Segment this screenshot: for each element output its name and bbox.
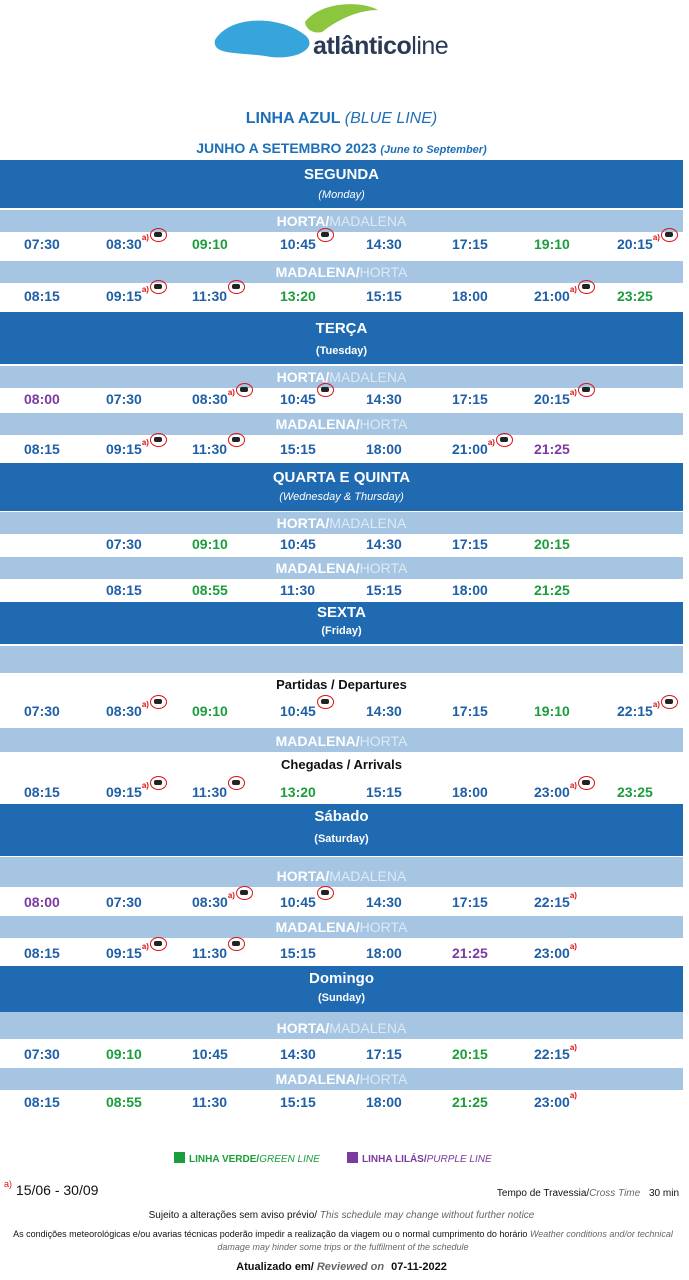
- car-ferry-icon: [317, 228, 334, 242]
- departure-time: 09:15$^{a)}$: [106, 784, 167, 800]
- departure-time: 22:15$^{a)}$: [534, 891, 577, 910]
- legend-purple-line: LINHA LILÁS/PURPLE LINE: [347, 1152, 492, 1165]
- day-header-tuesday: TERÇA (Tuesday): [0, 312, 683, 364]
- departure-time: 09:10: [192, 236, 228, 252]
- departure-time: 11:30: [192, 1094, 228, 1110]
- departure-time: 09:10: [192, 703, 228, 719]
- car-ferry-icon: [578, 383, 595, 397]
- departure-time: 08:15: [24, 441, 60, 457]
- note-a-marker: a): [141, 942, 149, 951]
- car-ferry-icon: [496, 433, 513, 447]
- departure-time: 08:30$^{a)}$: [106, 703, 167, 719]
- car-ferry-icon: [317, 695, 334, 709]
- departure-time: 20:15$^{a)}$: [534, 391, 595, 407]
- departure-time: 10:45: [280, 536, 316, 552]
- departure-time: 10:45: [280, 894, 334, 910]
- times-row: [0, 700, 689, 729]
- departure-time: 07:30: [106, 894, 142, 910]
- departure-time: 20:15$^{a)}$: [617, 236, 678, 252]
- updated-date: Atualizado em/ Reviewed on 07-11-2022: [236, 1261, 447, 1273]
- note-a-marker: a): [227, 891, 235, 900]
- departure-time: 15:15: [280, 441, 316, 457]
- departure-time: 09:15$^{a)}$: [106, 288, 167, 304]
- blank-band: [0, 646, 683, 673]
- note-a-marker: a): [141, 438, 149, 447]
- departure-time: 21:25: [452, 1094, 488, 1110]
- note-a-marker: a): [569, 1091, 577, 1100]
- note-validity: $^{a)}$ 15/06 - 30/09: [4, 1179, 99, 1198]
- departure-time: 11:30: [192, 441, 245, 457]
- car-ferry-icon: [150, 776, 167, 790]
- departure-time: 23:00$^{a)}$: [534, 1091, 577, 1110]
- note-a-marker: a): [141, 285, 149, 294]
- departure-time: 15:15: [366, 288, 402, 304]
- departure-time: 14:30: [280, 1046, 316, 1062]
- car-ferry-icon: [150, 937, 167, 951]
- note-a-marker: a): [569, 781, 577, 790]
- departure-time: 07:30: [106, 536, 142, 552]
- departure-time: 15:15: [280, 1094, 316, 1110]
- departure-time: 15:15: [366, 784, 402, 800]
- weather-notice: As condições meteorológicas e/ou avarias técnicas poderão impedir a realização da viagem ou o normal cumprimento do horário Weather conditions and/or technical damage may hinder some trips or the fulfilment of the schedule: [13, 1229, 673, 1252]
- departure-time: 21:25: [534, 441, 570, 457]
- departure-time: 10:45: [192, 1046, 228, 1062]
- departure-time: 21:25: [452, 945, 488, 961]
- departure-time: 09:10: [192, 536, 228, 552]
- departure-time: 08:55: [192, 582, 228, 598]
- day-header-wed-thu: QUARTA E QUINTA (Wednesday & Thursday): [0, 463, 683, 511]
- day-header-sunday: Domingo (Sunday): [0, 966, 683, 1012]
- departure-time: 23:00$^{a)}$: [534, 784, 595, 800]
- brand-name: atlânticoline: [313, 32, 449, 60]
- departure-time: 23:25: [617, 288, 653, 304]
- departure-time: 18:00: [452, 582, 488, 598]
- car-ferry-icon: [661, 695, 678, 709]
- departure-time: 08:00: [24, 894, 60, 910]
- departure-time: 09:10: [106, 1046, 142, 1062]
- departure-time: 20:15: [452, 1046, 488, 1062]
- departure-time: 21:25: [534, 582, 570, 598]
- car-ferry-icon: [150, 280, 167, 294]
- car-ferry-icon: [578, 776, 595, 790]
- departure-time: 14:30: [366, 236, 402, 252]
- car-ferry-icon: [317, 886, 334, 900]
- car-ferry-icon: [228, 433, 245, 447]
- departure-time: 09:15$^{a)}$: [106, 945, 167, 961]
- change-notice: Sujeito a alterações sem aviso prévio/ This schedule may change without further notice: [148, 1210, 535, 1221]
- departure-time: 09:15$^{a)}$: [106, 441, 167, 457]
- departure-time: 10:45: [280, 236, 334, 252]
- note-a-marker: a): [569, 891, 577, 900]
- departure-time: 20:15: [534, 536, 570, 552]
- arrivals-label: Chegadas / Arrivals: [281, 757, 402, 772]
- departure-time: 18:00: [366, 1094, 402, 1110]
- departures-label: Partidas / Departures: [276, 677, 407, 692]
- car-ferry-icon: [150, 228, 167, 242]
- departure-time: 08:30$^{a)}$: [192, 894, 253, 910]
- departure-time: 07:30: [24, 236, 60, 252]
- route-horta-madalena: HORTA/MADALENA: [0, 512, 683, 534]
- departure-time: 14:30: [366, 894, 402, 910]
- departure-time: 11:30: [192, 945, 245, 961]
- departure-time: 13:20: [280, 288, 316, 304]
- departure-time: 07:30: [24, 703, 60, 719]
- departure-time: 23:00$^{a)}$: [534, 942, 577, 961]
- departure-time: 08:30$^{a)}$: [106, 236, 167, 252]
- car-ferry-icon: [228, 280, 245, 294]
- departure-time: 21:00$^{a)}$: [534, 288, 595, 304]
- purple-square-icon: [347, 1152, 358, 1163]
- departure-time: 17:15: [452, 391, 488, 407]
- car-ferry-icon: [228, 776, 245, 790]
- day-header-friday: SEXTA (Friday): [0, 602, 683, 644]
- day-header-saturday: Sábado (Saturday): [0, 804, 683, 856]
- car-ferry-icon: [150, 433, 167, 447]
- departure-time: 18:00: [452, 288, 488, 304]
- route-madalena-horta: MADALENA/HORTA: [0, 261, 683, 283]
- departure-time: 17:15: [452, 894, 488, 910]
- route-madalena-horta: MADALENA/HORTA: [0, 916, 683, 938]
- note-a-marker: a): [569, 388, 577, 397]
- departure-time: 11:30: [192, 288, 245, 304]
- departure-time: 08:55: [106, 1094, 142, 1110]
- note-a-marker: a): [487, 438, 495, 447]
- departure-time: 15:15: [280, 945, 316, 961]
- car-ferry-icon: [236, 886, 253, 900]
- note-a-marker: a): [569, 1043, 577, 1052]
- note-a-marker: a): [652, 700, 660, 709]
- departure-time: 18:00: [452, 784, 488, 800]
- car-ferry-icon: [317, 383, 334, 397]
- departure-time: 08:15: [106, 582, 142, 598]
- departure-time: 11:30: [192, 784, 245, 800]
- note-a-marker: a): [141, 233, 149, 242]
- page-title: LINHA AZUL (BLUE LINE): [245, 110, 438, 127]
- route-horta-madalena: HORTA/MADALENA: [0, 366, 683, 388]
- atlantico-line-logo: [210, 0, 460, 70]
- departure-time: 08:15: [24, 784, 60, 800]
- green-square-icon: [174, 1152, 185, 1163]
- route-horta-madalena: HORTA/MADALENA: [0, 210, 683, 232]
- crossing-time: Tempo de Travessia/Cross Time 30 min: [496, 1188, 679, 1199]
- legend-green-line: LINHA VERDE/GREEN LINE: [174, 1152, 320, 1165]
- route-horta-madalena: HORTA/MADALENA: [0, 1017, 683, 1039]
- departure-time: 18:00: [366, 945, 402, 961]
- departure-time: 15:15: [366, 582, 402, 598]
- route-horta-madalena: HORTA/MADALENA: [0, 865, 683, 887]
- departure-time: 07:30: [24, 1046, 60, 1062]
- departure-time: 13:20: [280, 784, 316, 800]
- departure-time: 19:10: [534, 703, 570, 719]
- departure-time: 17:15: [452, 236, 488, 252]
- departure-time: 18:00: [366, 441, 402, 457]
- departure-time: 14:30: [366, 536, 402, 552]
- departure-time: 11:30: [280, 582, 316, 598]
- note-a-marker: a): [141, 700, 149, 709]
- departure-time: 08:30$^{a)}$: [192, 391, 253, 407]
- departure-time: 10:45: [280, 391, 334, 407]
- car-ferry-icon: [578, 280, 595, 294]
- departure-time: 23:25: [617, 784, 653, 800]
- departure-time: 08:00: [24, 391, 60, 407]
- departure-time: 22:15$^{a)}$: [534, 1043, 577, 1062]
- departure-time: 22:15$^{a)}$: [617, 703, 678, 719]
- car-ferry-icon: [236, 383, 253, 397]
- blank-band: [0, 857, 683, 865]
- departure-time: 08:15: [24, 945, 60, 961]
- departure-time: 17:15: [452, 536, 488, 552]
- note-a-marker: a): [569, 285, 577, 294]
- route-madalena-horta: MADALENA/HORTA: [0, 557, 683, 579]
- departure-time: 17:15: [452, 703, 488, 719]
- car-ferry-icon: [228, 937, 245, 951]
- note-a-marker: a): [141, 781, 149, 790]
- departure-time: 07:30: [106, 391, 142, 407]
- departure-time: 10:45: [280, 703, 334, 719]
- route-madalena-horta: MADALENA/HORTA: [0, 728, 683, 752]
- departure-time: 08:15: [24, 288, 60, 304]
- departure-time: 21:00$^{a)}$: [452, 441, 513, 457]
- departure-time: 14:30: [366, 703, 402, 719]
- note-a-marker: a): [652, 233, 660, 242]
- departure-time: 08:15: [24, 1094, 60, 1110]
- departure-time: 17:15: [366, 1046, 402, 1062]
- note-a-marker: a): [227, 388, 235, 397]
- departure-time: 19:10: [534, 236, 570, 252]
- day-header-monday: SEGUNDA (Monday): [0, 160, 683, 208]
- times-row: [0, 285, 689, 314]
- times-row: [0, 233, 689, 262]
- route-madalena-horta: MADALENA/HORTA: [0, 413, 683, 435]
- departure-time: 14:30: [366, 391, 402, 407]
- times-row: [0, 1091, 689, 1120]
- car-ferry-icon: [661, 228, 678, 242]
- route-madalena-horta: MADALENA/HORTA: [0, 1068, 683, 1090]
- page-subtitle: JUNHO A SETEMBRO 2023 (June to September): [196, 140, 487, 156]
- note-a-marker: a): [569, 942, 577, 951]
- car-ferry-icon: [150, 695, 167, 709]
